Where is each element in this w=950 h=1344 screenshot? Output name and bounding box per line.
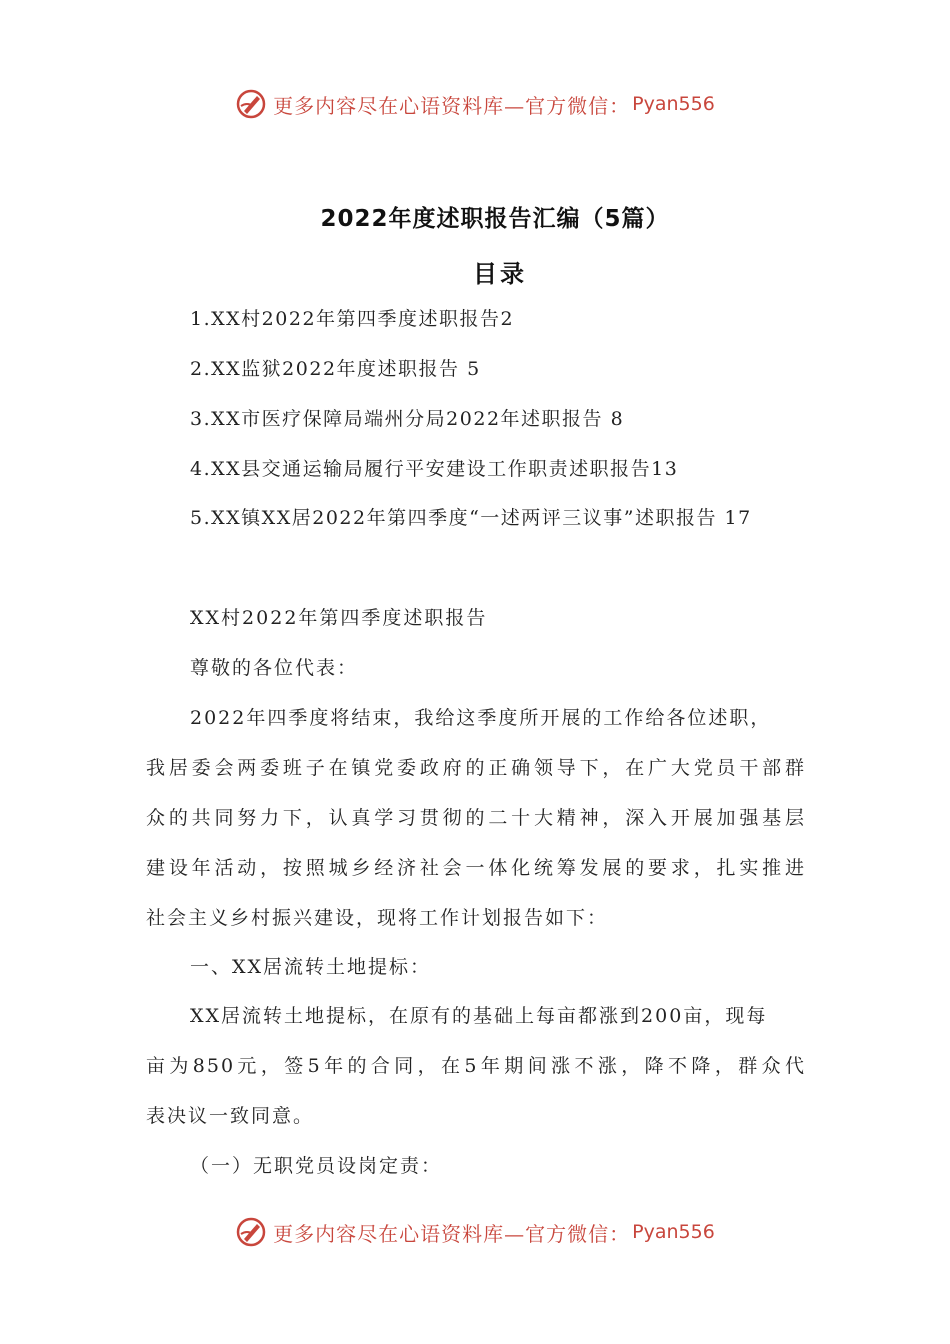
subheading-1: （一）无职党员设岗定责：: [190, 1155, 443, 1177]
paragraph-line: 亩为850元，签5年的合同，在5年期间涨不涨，降不降，群众代: [146, 1055, 806, 1077]
salutation: 尊敬的各位代表：: [190, 657, 359, 679]
heading-1: 一、XX居流转土地提标：: [190, 956, 432, 978]
toc-heading: 目录: [473, 260, 527, 288]
paragraph-line: 我居委会两委班子在镇党委政府的正确领导下，在广大党员干部群: [146, 757, 806, 779]
footer-watermark: [0, 1212, 950, 1252]
watermark-handle: Pyan556: [632, 93, 715, 115]
pen-logo-icon: [235, 88, 267, 120]
paragraph-line: 表决议一致同意。: [146, 1105, 315, 1127]
pen-logo-icon: [235, 1216, 267, 1248]
paragraph-line: XX居流转土地提标，在原有的基础上每亩都涨到200亩，现每: [190, 1005, 768, 1027]
section-title: XX村2022年第四季度述职报告: [190, 607, 488, 629]
watermark-text: 更多内容尽在心语资料库—官方微信：: [273, 1221, 631, 1246]
paragraph-line: 建设年活动，按照城乡经济社会一体化统筹发展的要求，扎实推进: [146, 857, 806, 879]
paragraph-line: 社会主义乡村振兴建设，现将工作计划报告如下：: [146, 907, 609, 929]
toc-item-5[interactable]: 5.XX镇XX居2022年第四季度“一述两评三议事”述职报告 17: [190, 507, 752, 529]
watermark-handle: Pyan556: [632, 1221, 715, 1243]
paragraph-line: 众的共同努力下，认真学习贯彻的二十大精神，深入开展加强基层: [146, 807, 806, 829]
toc-item-2[interactable]: 2.XX监狱2022年度述职报告 5: [190, 358, 481, 380]
toc-item-1[interactable]: 1.XX村2022年第四季度述职报告2: [190, 308, 515, 330]
paragraph-line: 2022年四季度将结束，我给这季度所开展的工作给各位述职，: [190, 707, 772, 729]
toc-item-3[interactable]: 3.XX市医疗保障局端州分局2022年述职报告 8: [190, 408, 625, 430]
toc-item-4[interactable]: 4.XX县交通运输局履行平安建设工作职责述职报告13: [190, 458, 679, 480]
document-title: 2022年度述职报告汇编（5篇）: [320, 206, 670, 232]
watermark-text: 更多内容尽在心语资料库—官方微信：: [273, 93, 631, 118]
header-watermark: [0, 84, 950, 124]
